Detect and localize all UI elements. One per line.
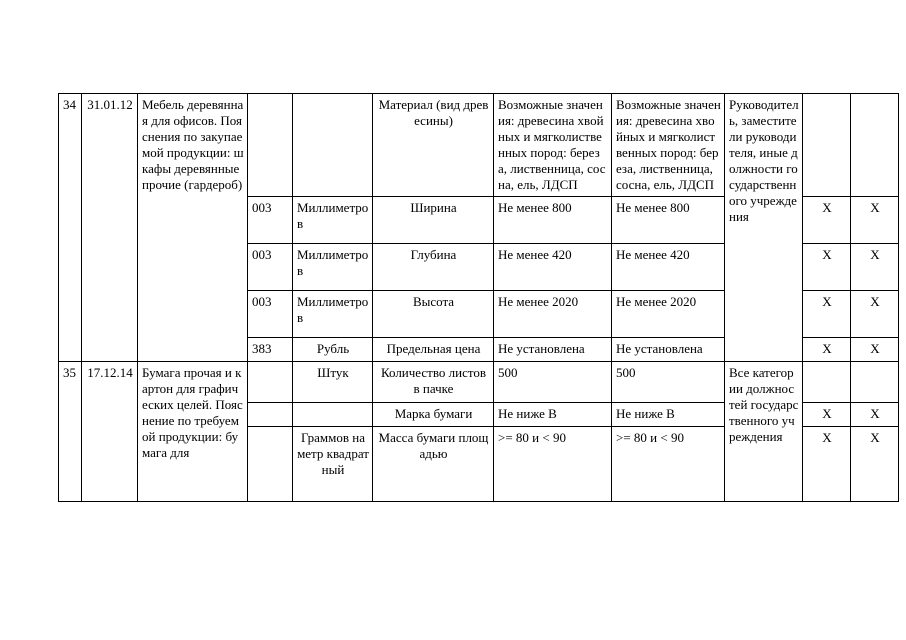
x-mark: Х <box>803 197 851 244</box>
characteristic-name: Ширина <box>373 197 494 244</box>
characteristic-name: Глубина <box>373 244 494 291</box>
x-mark <box>803 94 851 197</box>
x-mark <box>803 362 851 403</box>
okei-code: 383 <box>248 338 293 362</box>
unit-name: Рубль <box>293 338 373 362</box>
characteristic-value: Не менее 800 <box>494 197 612 244</box>
characteristic-name: Марка бумаги <box>373 403 494 427</box>
unit-name: Миллиметров <box>293 197 373 244</box>
position-categories: Все категории должностей государственного учреждения <box>725 362 803 502</box>
product-name: Бумага прочая и картон для графических целей. Пояснение по требуемой продукции: бумага для <box>138 362 248 502</box>
x-mark: Х <box>851 427 899 502</box>
unit-name <box>293 403 373 427</box>
okei-code: 003 <box>248 197 293 244</box>
specification-table <box>58 93 899 502</box>
unit-name: Миллиметров <box>293 244 373 291</box>
x-mark: Х <box>803 403 851 427</box>
characteristic-value-2: Не установлена <box>612 338 725 362</box>
characteristic-name: Материал (вид древесины) <box>373 94 494 197</box>
okei-code <box>248 94 293 197</box>
characteristic-value: Не установлена <box>494 338 612 362</box>
x-mark: Х <box>851 197 899 244</box>
okei-code <box>248 403 293 427</box>
row-number: 34 <box>59 94 82 362</box>
characteristic-value-2: Не менее 800 <box>612 197 725 244</box>
table-row <box>59 94 899 197</box>
characteristic-name: Масса бумаги площадью <box>373 427 494 502</box>
x-mark <box>851 94 899 197</box>
x-mark: Х <box>851 244 899 291</box>
okei-code <box>248 427 293 502</box>
unit-name <box>293 94 373 197</box>
characteristic-value-2: >= 80 и < 90 <box>612 427 725 502</box>
characteristic-name: Количество листов в пачке <box>373 362 494 403</box>
characteristic-value: Не менее 2020 <box>494 291 612 338</box>
characteristic-value-2: Не менее 2020 <box>612 291 725 338</box>
characteristic-value-2: Не менее 420 <box>612 244 725 291</box>
table-row <box>59 362 899 403</box>
x-mark: Х <box>803 427 851 502</box>
okei-code: 003 <box>248 291 293 338</box>
characteristic-value: 500 <box>494 362 612 403</box>
row-number: 35 <box>59 362 82 502</box>
characteristic-value-2: 500 <box>612 362 725 403</box>
position-categories: Руководитель, заместители руководителя, иные должности государственного учреждения <box>725 94 803 362</box>
characteristic-value: Не менее 420 <box>494 244 612 291</box>
okei-code <box>248 362 293 403</box>
characteristic-value-2: Возможные значения: древесина хвойных и мягколиственных пород: береза, лиственница, сосна, ель, ЛДСП <box>612 94 725 197</box>
unit-name: Штук <box>293 362 373 403</box>
x-mark: Х <box>803 338 851 362</box>
characteristic-value: Не ниже В <box>494 403 612 427</box>
okpd-code: 17.12.14 <box>82 362 138 502</box>
x-mark: Х <box>803 291 851 338</box>
okpd-code: 31.01.12 <box>82 94 138 362</box>
characteristic-name: Предельная цена <box>373 338 494 362</box>
unit-name: Миллиметров <box>293 291 373 338</box>
x-mark: Х <box>803 244 851 291</box>
unit-name: Граммов на метр квадратный <box>293 427 373 502</box>
characteristic-value-2: Не ниже В <box>612 403 725 427</box>
characteristic-name: Высота <box>373 291 494 338</box>
x-mark: Х <box>851 403 899 427</box>
x-mark: Х <box>851 291 899 338</box>
product-name: Мебель деревянная для офисов. Пояснения по закупаемой продукции: шкафы деревянные прочие (гардероб) <box>138 94 248 362</box>
characteristic-value: Возможные значения: древесина хвойных и мягколиственных пород: береза, лиственница, сосна, ель, ЛДСП <box>494 94 612 197</box>
x-mark <box>851 362 899 403</box>
okei-code: 003 <box>248 244 293 291</box>
characteristic-value: >= 80 и < 90 <box>494 427 612 502</box>
x-mark: Х <box>851 338 899 362</box>
